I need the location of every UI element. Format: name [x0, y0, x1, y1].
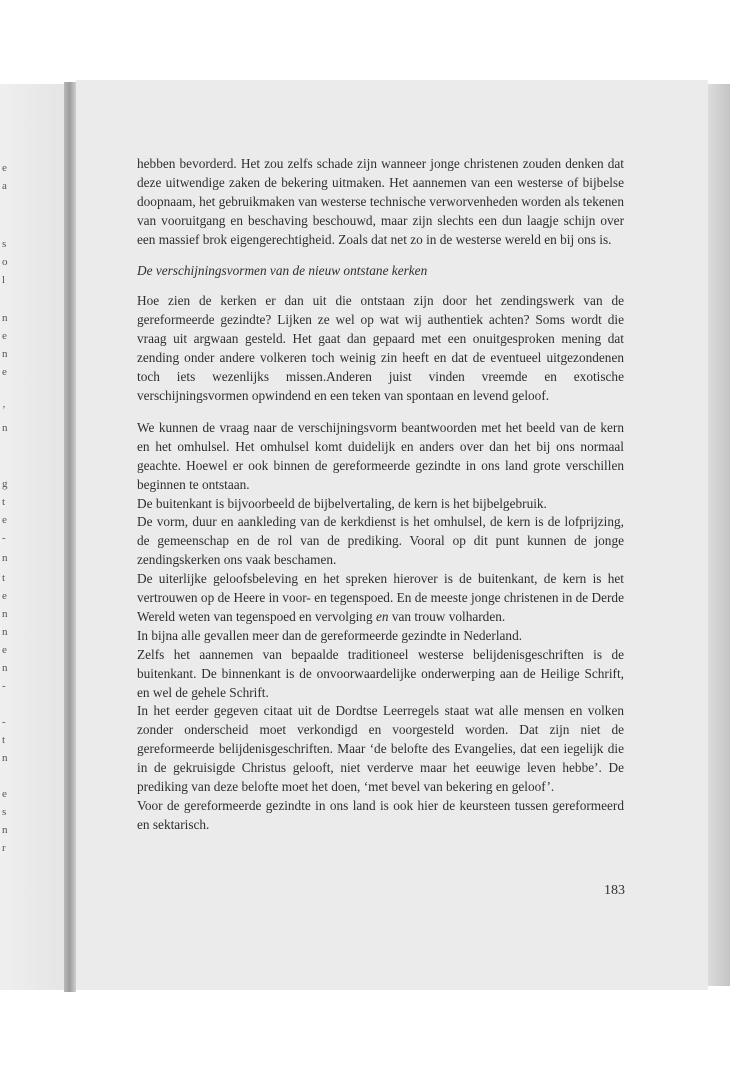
paragraph: hebben bevorderd. Het zou zelfs schade zijn wanneer jonge christenen zouden denken dat deze uitwendige zaken de bekering uitmaken. Het aannemen van een westerse of bijbelse doopnaam, het gebruikmaken van westerse technische verworvenheden worden als tekenen van vooruitgang en beschaving beschouwd, maar zijn slechts een dun laagje schijn over een massief brok eigengerechtigheid. Zoals dat net zo in de westerse wereld en bij ons is. [137, 156, 624, 247]
section-heading: De verschijningsvormen van de nieuw ontstane kerken [137, 262, 428, 278]
margin-glyph: n [2, 312, 8, 324]
margin-glyph: n [2, 608, 8, 620]
margin-glyph: e [2, 330, 7, 342]
paragraph: We kunnen de vraag naar de verschijningsvorm beantwoorden met het beeld van de kern en het omhulsel. Het omhulsel komt duidelijk en anders over dan het bij ons normaal geachte. Hoewel er ook binnen de gereformeerde gezindte in ons land grote verschillen beginnen te ontstaan. [137, 419, 624, 492]
margin-glyph: n [2, 422, 8, 434]
book-spine-shadow [64, 82, 76, 992]
margin-glyph: g [2, 478, 8, 490]
margin-glyph: - [2, 532, 6, 544]
emphasized-word: en [375, 608, 389, 624]
paragraph: In bijna alle gevallen meer dan de gereformeerde gezindte in Nederland. [137, 627, 523, 643]
margin-glyph: n [2, 824, 8, 836]
margin-glyph: n [2, 552, 8, 564]
facing-page-margin-fragments [0, 0, 18, 1068]
body-text [137, 155, 624, 835]
margin-glyph: n [2, 752, 8, 764]
margin-glyph: n [2, 662, 8, 674]
margin-glyph: e [2, 788, 7, 800]
paragraph: De buitenkant is bijvoorbeeld de bijbelvertaling, de kern is het bijbelgebruik. [137, 495, 547, 511]
margin-glyph: e [2, 366, 7, 378]
margin-glyph: ’ [2, 404, 6, 416]
paragraph: In het eerder gegeven citaat uit de Dordtse Leerregels staat wat alle mensen en volken zonder onderscheid moet verkondigd en voorgesteld worden. Dat zijn niet de gereformeerde belijdenisgeschriften. Maar ‘de belofte des Evangelies, dat een iegelijk die in de gekruisigde Christus gelooft, niet verderve maar het eeuwige leven hebbe’. De prediking van deze belofte moet het doen, ‘met bevel van bekering en geloof’. [137, 703, 624, 795]
paragraph: De vorm, duur en aankleding van de kerkdienst is het omhulsel, de kern is de lofprijzing, de gemeenschap en de rol van de prediking. Vooral op dit punt kunnen de jonge zendingskerken ons vaak beschamen. [137, 514, 624, 568]
page-edge-shadow [708, 84, 730, 986]
margin-glyph: t [2, 496, 6, 508]
margin-glyph: e [2, 514, 7, 526]
margin-glyph: t [2, 572, 6, 584]
paragraph-text: De uiterlijke geloofsbeleving en het spreken hierover is de buitenkant, de kern is het vertrouwen op de Heere in voor- en tegenspoed. En de meeste jonge christenen in de Derde Wereld weten van tegenspoed en vervolging [137, 571, 624, 624]
margin-glyph: t [2, 734, 6, 746]
margin-glyph: l [2, 274, 6, 286]
paragraph: Hoe zien de kerken er dan uit die ontstaan zijn door het zendingswerk van de gereformeerde gezindte? Lijken ze wel op wat wij authentiek achten? Soms wordt die vraag uit argwaan gesteld. Het gaat dan gepaard met een onuitgesproken mening dat zending onder andere volkeren toch weinig zin heeft en dat de eventueel uitgezondenen toch iets wezenlijks missen.Anderen juist vinden vreemde en exotische verschijningsvormen opwindend en een teken van spontaan en levend geloof. [137, 293, 624, 403]
margin-glyph: r [2, 842, 6, 854]
margin-glyph: n [2, 348, 8, 360]
margin-glyph: n [2, 626, 8, 638]
margin-glyph: a [2, 180, 7, 192]
margin-glyph: o [2, 256, 8, 268]
margin-glyph: e [2, 644, 7, 656]
paragraph: Voor de gereformeerde gezindte in ons land is ook hier de keursteen tussen gereformeerd en sektarisch. [137, 798, 624, 832]
margin-glyph: s [2, 806, 7, 818]
margin-glyph: e [2, 162, 7, 174]
paragraph: Zelfs het aannemen van bepaalde traditioneel westerse belijdenisgeschriften is de buitenkant. De binnenkant is de onvoorwaardelijke onderwerping aan de Heilige Schrift, en wel de gehele Schrift. [137, 646, 624, 700]
margin-glyph: - [2, 680, 6, 692]
margin-glyph: e [2, 590, 7, 602]
paragraph [137, 570, 624, 627]
margin-glyph: - [2, 716, 6, 728]
margin-glyph: s [2, 238, 7, 250]
paragraph-text: van trouw volharden. [391, 608, 506, 624]
page-number: 183 [604, 883, 625, 898]
